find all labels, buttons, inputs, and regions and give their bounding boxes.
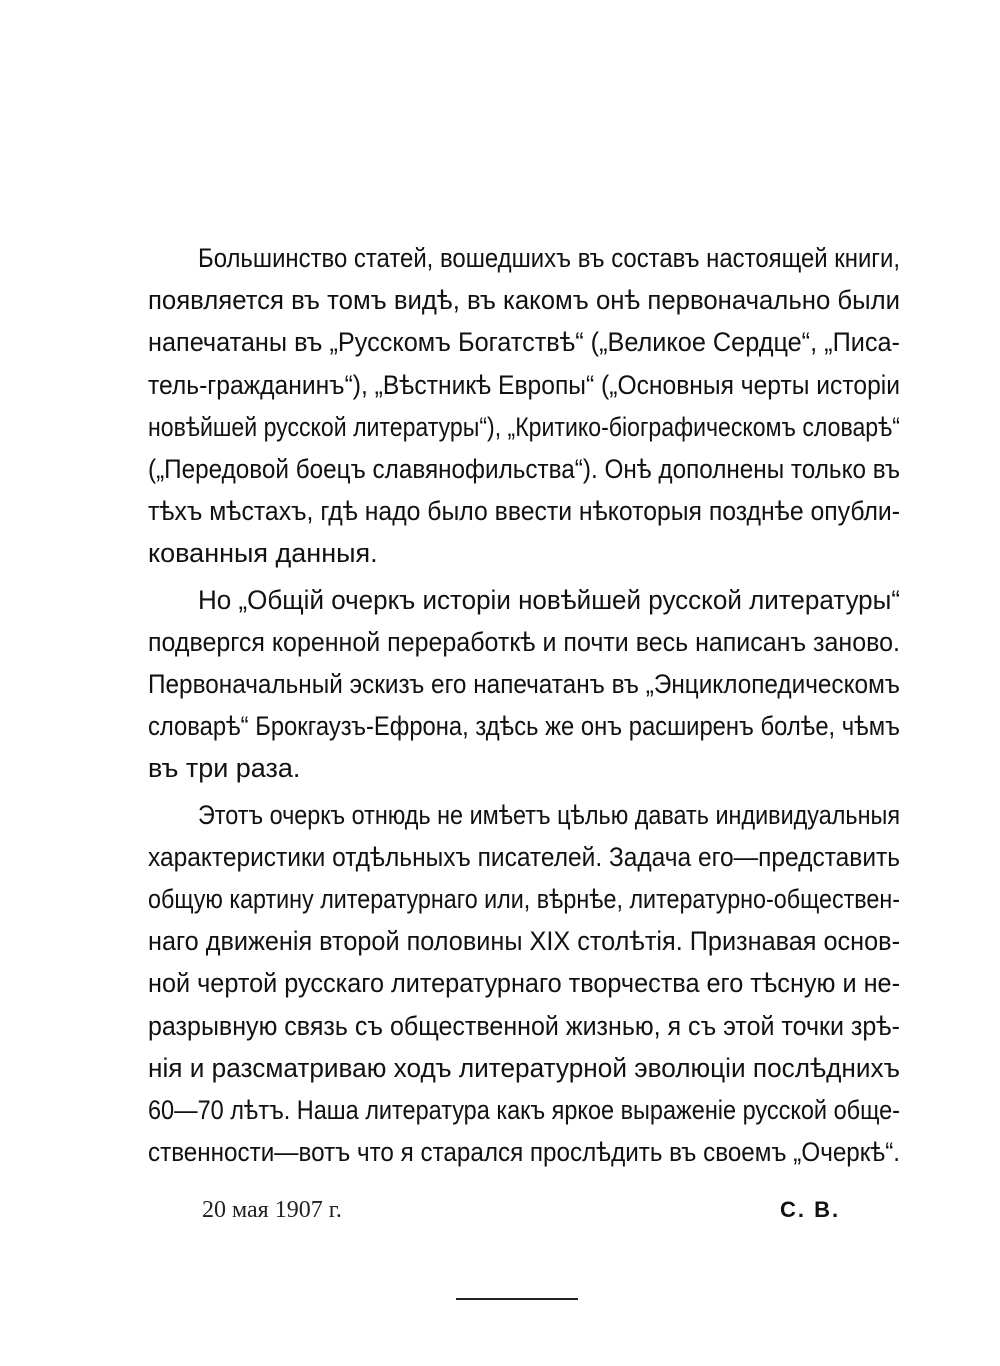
text-line: общую картину литературнаго или, вѣрнѣе, литературно-обществен- — [148, 884, 901, 914]
text-line: Но „Общій очеркъ исторіи новѣйшей русской литературы“ — [197, 585, 900, 615]
signature-initials: С. В. — [780, 1197, 841, 1222]
text-line: наго движенія второй половины XIX столѣтія. Признавая основ- — [148, 926, 901, 956]
text-line: ной чертой русскаго литературнаго творчества его тѣсную и не- — [148, 968, 901, 998]
text-line: словарѣ“ Брокгаузъ-Ефрона, здѣсь же онъ расширенъ болѣе, чѣмъ — [148, 711, 900, 741]
text-line: тѣхъ мѣстахъ, гдѣ надо было ввести нѣкоторыя позднѣе опубли- — [148, 496, 900, 526]
text-line: въ три раза. — [148, 753, 301, 783]
text-line: Большинство статей, вошедшихъ въ составъ настоящей книги, — [198, 243, 901, 273]
text-line: появляется въ томъ видѣ, въ какомъ онѣ первоначально были — [148, 285, 901, 315]
text-line: ственности—вотъ что я старался прослѣдить въ своемъ „Очеркѣ“. — [148, 1137, 901, 1167]
text-line: подвергся коренной переработкѣ и почти весь написанъ заново. — [148, 627, 900, 657]
decorative-rule — [456, 1298, 578, 1300]
text-line: новѣйшей русской литературы“), „Критико-біографическомъ словарѣ“ — [148, 412, 900, 442]
text-line: нія и разсматриваю ходъ литературной эволюціи послѣднихъ — [148, 1053, 900, 1083]
text-line: кованныя данныя. — [148, 538, 378, 568]
text-line: разрывную связь съ общественной жизнью, я съ этой точки зрѣ- — [148, 1011, 900, 1041]
signature-date: 20 мая 1907 г. — [202, 1197, 342, 1223]
text-line: („Передовой боецъ славянофильства“). Онѣ дополнены только въ — [148, 454, 900, 484]
text-line: напечатаны въ „Русскомъ Богатствѣ“ („Великое Сердце“, „Писа- — [148, 327, 900, 357]
text-line: Первоначальный эскизъ его напечатанъ въ „Энциклопедическомъ — [148, 669, 901, 699]
text-line: тель-гражданинъ“), „Вѣстникѣ Европы“ („Основныя черты исторіи — [148, 370, 900, 400]
text-line: характеристики отдѣльныхъ писателей. Задача его—представить — [148, 842, 901, 872]
text-line: 60—70 лѣтъ. Наша литература какъ яркое выраженіе русской обще- — [148, 1095, 901, 1125]
text-line: Этотъ очеркъ отнюдь не имѣетъ цѣлью давать индивидуальныя — [197, 800, 900, 830]
